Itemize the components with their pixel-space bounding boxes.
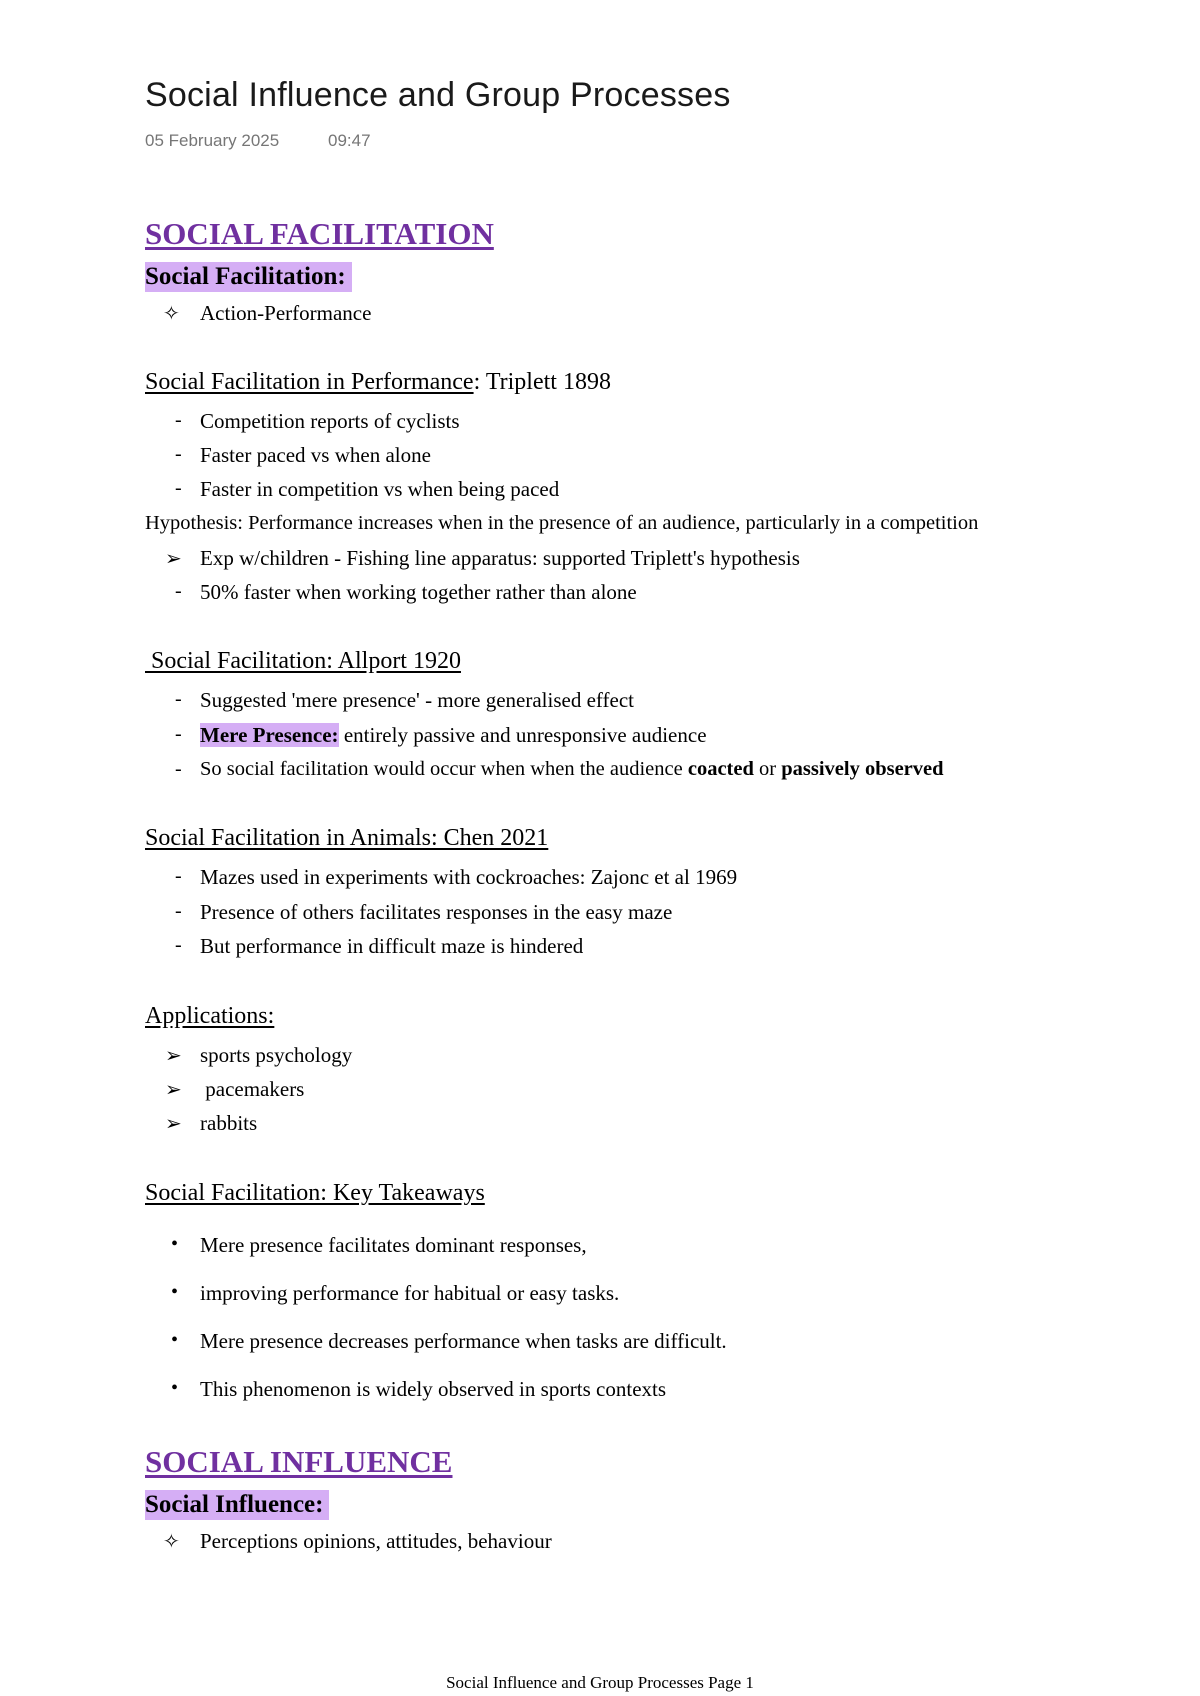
subheading-animals: Social Facilitation in Animals: Chen 2021 xyxy=(145,825,549,851)
dash-bullet-icon: - xyxy=(175,477,182,499)
list-item: - Faster in competition vs when being paced xyxy=(175,477,560,501)
list-item: - Mazes used in experiments with cockroaches: Zajonc et al 1969 xyxy=(175,865,738,889)
list-item: - 50% faster when working together rather than alone xyxy=(175,580,637,604)
arrow-bullet-icon: ➢ xyxy=(165,1113,182,1135)
list-item: • Mere presence facilitates dominant responses, xyxy=(171,1233,587,1257)
dash-bullet-icon: - xyxy=(175,900,182,922)
arrow-bullet-icon: ➢ xyxy=(165,1045,182,1067)
list-item: - Suggested 'mere presence' - more generalised effect xyxy=(175,688,634,712)
dash-bullet-icon: - xyxy=(175,688,182,710)
list-item: - But performance in difficult maze is hindered xyxy=(175,934,584,958)
dash-bullet-icon: - xyxy=(175,443,182,465)
dash-bullet-icon: - xyxy=(175,723,182,745)
dash-bullet-icon: - xyxy=(175,934,182,956)
list-item: ➢ pacemakers xyxy=(165,1077,305,1101)
star-bullet-icon: ✧ xyxy=(163,303,180,325)
subheading-allport: Social Facilitation: Allport 1920 xyxy=(145,648,461,674)
page-footer: Social Influence and Group Processes Page 1 xyxy=(446,1673,754,1692)
page-title: Social Influence and Group Processes xyxy=(145,76,731,114)
mere-presence-highlight: Mere Presence: xyxy=(200,723,339,747)
list-item: - Presence of others facilitates responses in the easy maze xyxy=(175,900,673,924)
list-item: ✧ Action-Performance xyxy=(163,301,372,325)
list-item: • improving performance for habitual or easy tasks. xyxy=(171,1281,620,1305)
subheading-triplett: Social Facilitation in Performance: Triplett 1898 xyxy=(145,369,611,395)
note-time: 09:47 xyxy=(328,131,371,150)
label-social-influence: Social Influence: xyxy=(145,1490,329,1520)
list-item: ✧ Perceptions opinions, attitudes, behaviour xyxy=(163,1529,552,1553)
dot-bullet-icon: • xyxy=(171,1329,179,1351)
subheading-applications: Applications: xyxy=(145,1003,275,1029)
list-item: ➢ rabbits xyxy=(165,1111,258,1135)
list-item: - Competition reports of cyclists xyxy=(175,409,460,433)
hypothesis-text: Hypothesis: Performance increases when in the presence of an audience, particularly in a competition xyxy=(145,512,979,534)
subheading-key-takeaways: Social Facilitation: Key Takeaways xyxy=(145,1180,485,1206)
list-item: - Faster paced vs when alone xyxy=(175,443,431,467)
star-bullet-icon: ✧ xyxy=(163,1531,180,1553)
section-heading-social-facilitation: SOCIAL FACILITATION xyxy=(145,216,494,251)
list-item: - So social facilitation would occur when when the audience coacted or passively observed xyxy=(175,758,944,780)
list-item: ➢ sports psychology xyxy=(165,1043,353,1067)
list-item: • This phenomenon is widely observed in sports contexts xyxy=(171,1377,667,1401)
note-date: 05 February 2025 xyxy=(145,131,280,150)
label-social-facilitation: Social Facilitation: xyxy=(145,262,352,292)
list-item: • Mere presence decreases performance when tasks are difficult. xyxy=(171,1329,727,1353)
dot-bullet-icon: • xyxy=(171,1233,179,1255)
dot-bullet-icon: • xyxy=(171,1281,179,1303)
dash-bullet-icon: - xyxy=(175,580,182,602)
list-item: ➢ Exp w/children - Fishing line apparatus: supported Triplett's hypothesis xyxy=(165,546,800,570)
section-heading-social-influence: SOCIAL INFLUENCE xyxy=(145,1444,453,1479)
dash-bullet-icon: - xyxy=(175,758,182,780)
dash-bullet-icon: - xyxy=(175,865,182,887)
arrow-bullet-icon: ➢ xyxy=(165,548,182,570)
dash-bullet-icon: - xyxy=(175,409,182,431)
dot-bullet-icon: • xyxy=(171,1377,179,1399)
arrow-bullet-icon: ➢ xyxy=(165,1079,182,1101)
list-item: - Mere Presence: entirely passive and unresponsive audience xyxy=(175,723,707,747)
